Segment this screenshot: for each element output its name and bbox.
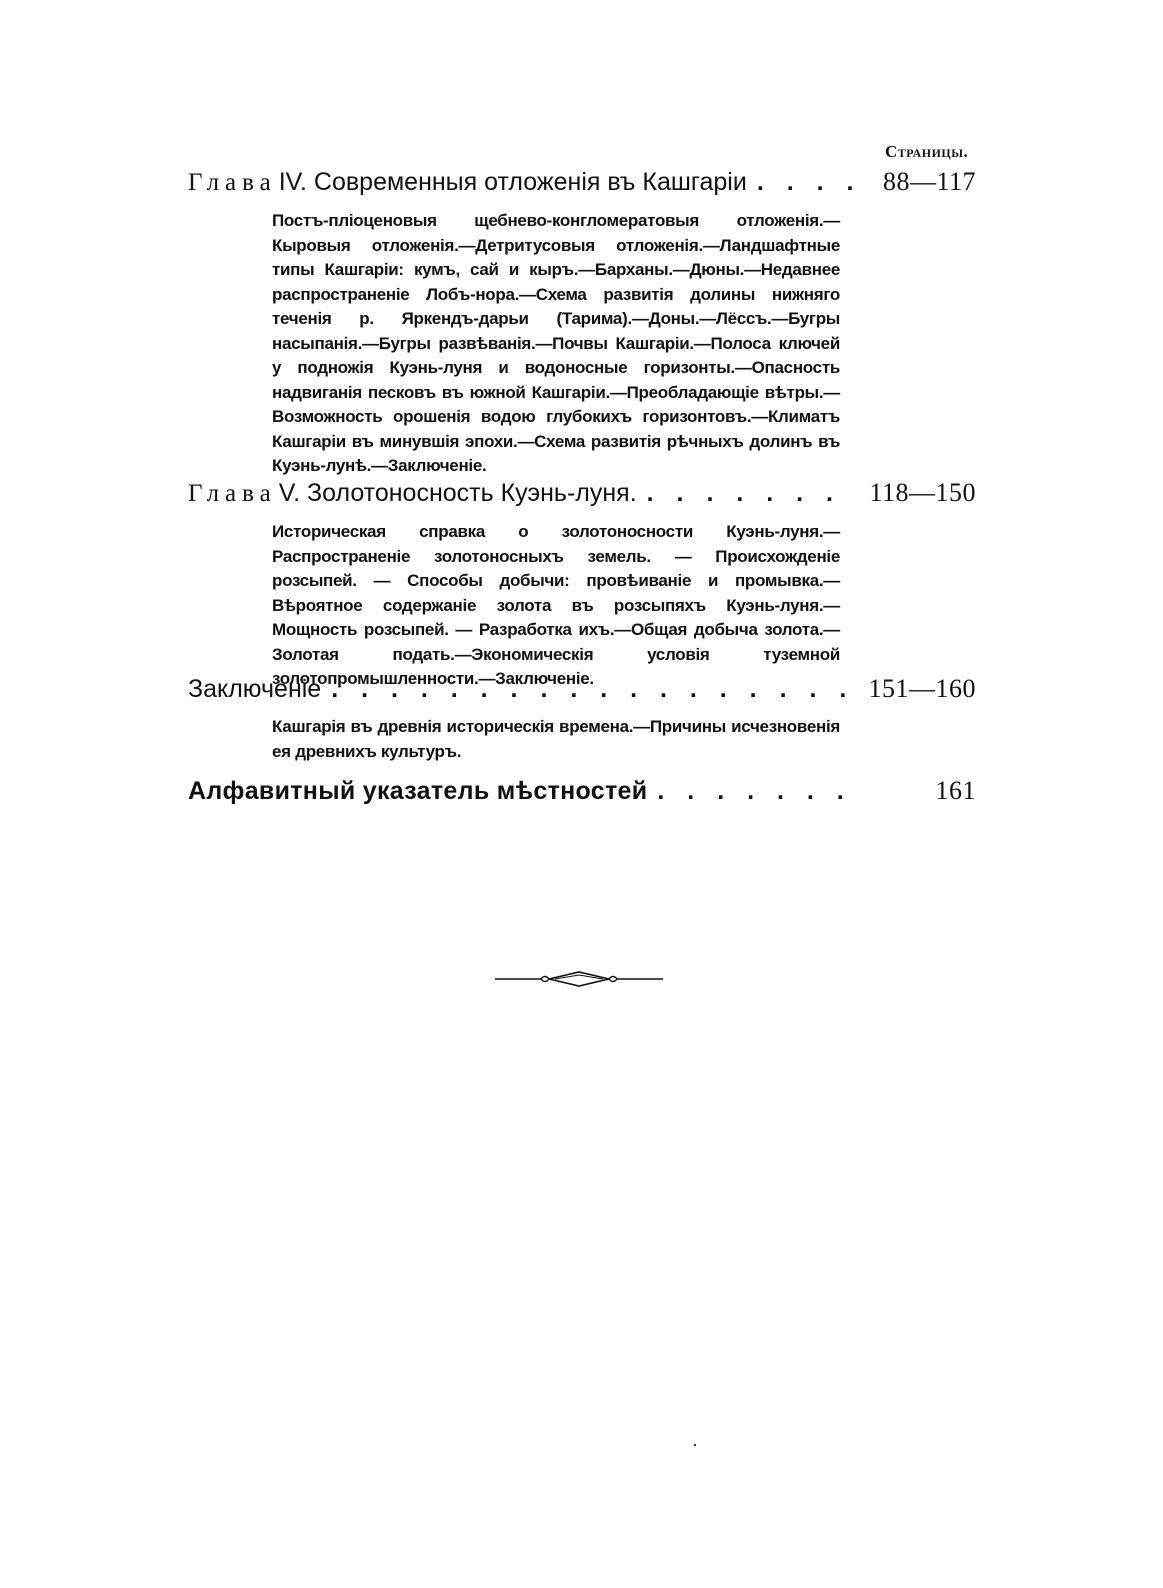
page-range: 118—150	[869, 478, 976, 507]
toc-entry-conclusion	[188, 673, 976, 764]
toc-entry-chapter-5	[188, 477, 976, 692]
chapter-summary: Историческая справка о золотоносности Куэнь-луня.—Распространеніе золотоносныхъ земель. — Происхожденіе розсыпей. — Способы добычи: провѣиваніе и промывка.—Вѣроятное содержаніе золота въ розсыпяхъ Куэнь-луня.—Мощность розсыпей. — Разработка ихъ.—Общая добыча золота.—Золотая подать.—Экономическія условія туземной золотопромышленности.—Заключеніе.	[272, 522, 840, 688]
toc-entry-line	[188, 166, 976, 199]
chapter-title: IV. Современныя отложенія въ Кашгаріи	[278, 168, 747, 196]
section-title: Алфавитный указатель мѣстностей	[188, 777, 648, 805]
chapter-prefix: Глава	[188, 480, 277, 507]
chapter-title: V. Золотоносность Куэнь-луня.	[278, 479, 637, 507]
section-summary: Кашгарія въ древнія историческія времена.—Причины исчезновенія ея древнихъ культуръ.	[272, 717, 840, 761]
print-speck	[694, 1444, 696, 1446]
dot-leader	[321, 673, 856, 705]
ornament-divider-icon	[495, 968, 663, 990]
toc-entry-line	[188, 673, 976, 705]
toc-entry-index	[188, 775, 976, 807]
section-title: Заключеніе	[188, 675, 322, 703]
pages-column-label: Страницы.	[885, 142, 969, 161]
page-range: 151—160	[868, 674, 976, 703]
toc-entry-chapter-4	[188, 166, 976, 479]
chapter-prefix: Глава	[188, 169, 277, 196]
page-number: 161	[935, 776, 976, 805]
toc-entry-line	[188, 775, 976, 807]
dot-leader	[637, 477, 856, 509]
chapter-summary: Постъ-пліоценовыя щебнево-конгломератовыя отложенія.—Кыровыя отложенія.—Детритусовыя отложенія.—Ландшафтные типы Кашгаріи: кумъ, сай и кыръ.—Барханы.—Дюны.—Недавнее распространеніе Лобъ-нора.—Схема развитія долины нижняго теченія р. Яркендъ-дарьи (Тарима).—Доны.—Лёссъ.—Бугры насыпанія.—Бугры развѣванія.—Почвы Кашгаріи.—Полоса ключей у подножія Куэнь-луня и водоносные горизонты.—Опасность надвиганія песковъ въ южной Кашгаріи.—Преобладающіе вѣтры.—Возможность орошенія водою глубокихъ горизонтовъ.—Климатъ Кашгаріи въ минувшія эпохи.—Схема развитія рѣчныхъ долинъ въ Куэнь-лунѣ.—Заключеніе.	[272, 211, 840, 475]
dot-leader	[647, 775, 856, 807]
page-range: 88—117	[882, 167, 976, 196]
dot-leader	[747, 166, 856, 198]
toc-entry-line	[188, 477, 976, 510]
